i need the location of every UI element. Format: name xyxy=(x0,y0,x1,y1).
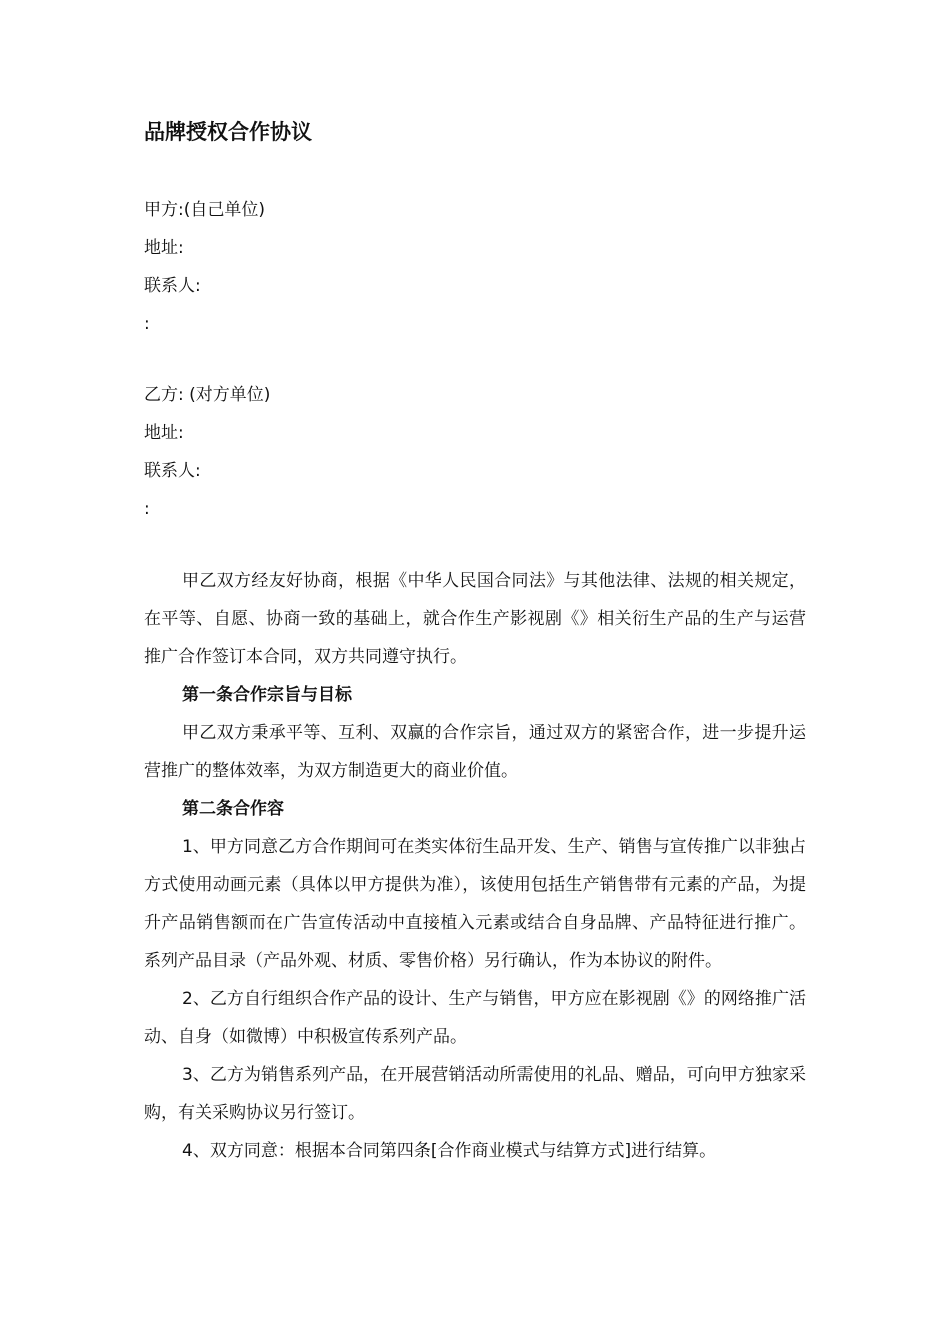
party-b-contact: 联系人: xyxy=(144,461,201,481)
party-b-name: 乙方: (对方单位) xyxy=(144,385,271,405)
preamble-paragraph: 甲乙双方经友好协商，根据《中华人民国合同法》与其他法律、法规的相关规定，在平等、自愿、协商一致的基础上，就合作生产影视剧《》相关衍生产品的生产与运营推广合作签订本合同，双方共同遵守执行。 xyxy=(144,571,806,667)
article-2-item-4: 4、双方同意：根据本合同第四条[合作商业模式与结算方式]进行结算。 xyxy=(182,1141,717,1161)
party-a-blank-field: : xyxy=(144,314,150,334)
party-a-contact: 联系人: xyxy=(144,276,201,296)
article-2-item-1: 1、甲方同意乙方合作期间可在类实体衍生品开发、生产、销售与宣传推广以非独占方式使用动画元素（具体以甲方提供为准），该使用包括生产销售带有元素的产品，为提升产品销售额而在广告宣传活动中直接植入元素或结合自身品牌、产品特征进行推广。系列产品目录（产品外观、材质、零售价格）另行确认，作为本协议的附件。 xyxy=(144,837,806,971)
party-b-block xyxy=(144,376,824,528)
article-1-paragraph: 甲乙双方秉承平等、互利、双赢的合作宗旨，通过双方的紧密合作，进一步提升运营推广的整体效率，为双方制造更大的商业价值。 xyxy=(144,723,806,781)
article-2-item-3: 3、乙方为销售系列产品，在开展营销活动所需使用的礼品、赠品，可向甲方独家采购，有关采购协议另行签订。 xyxy=(144,1065,806,1123)
article-1-heading: 第一条合作宗旨与目标 xyxy=(182,685,352,705)
document-title: 品牌授权合作协议 xyxy=(144,120,312,144)
contract-body xyxy=(144,562,806,1170)
article-2-item-2: 2、乙方自行组织合作产品的设计、生产与销售，甲方应在影视剧《》的网络推广活动、自身（如微博）中积极宣传系列产品。 xyxy=(144,989,806,1047)
party-a-address: 地址: xyxy=(144,238,184,258)
party-a-block xyxy=(144,191,824,343)
article-2-heading: 第二条合作容 xyxy=(182,799,284,819)
party-a-name: 甲方:(自己单位) xyxy=(144,200,265,220)
party-b-address: 地址: xyxy=(144,423,184,443)
party-b-blank-field: : xyxy=(144,499,150,519)
